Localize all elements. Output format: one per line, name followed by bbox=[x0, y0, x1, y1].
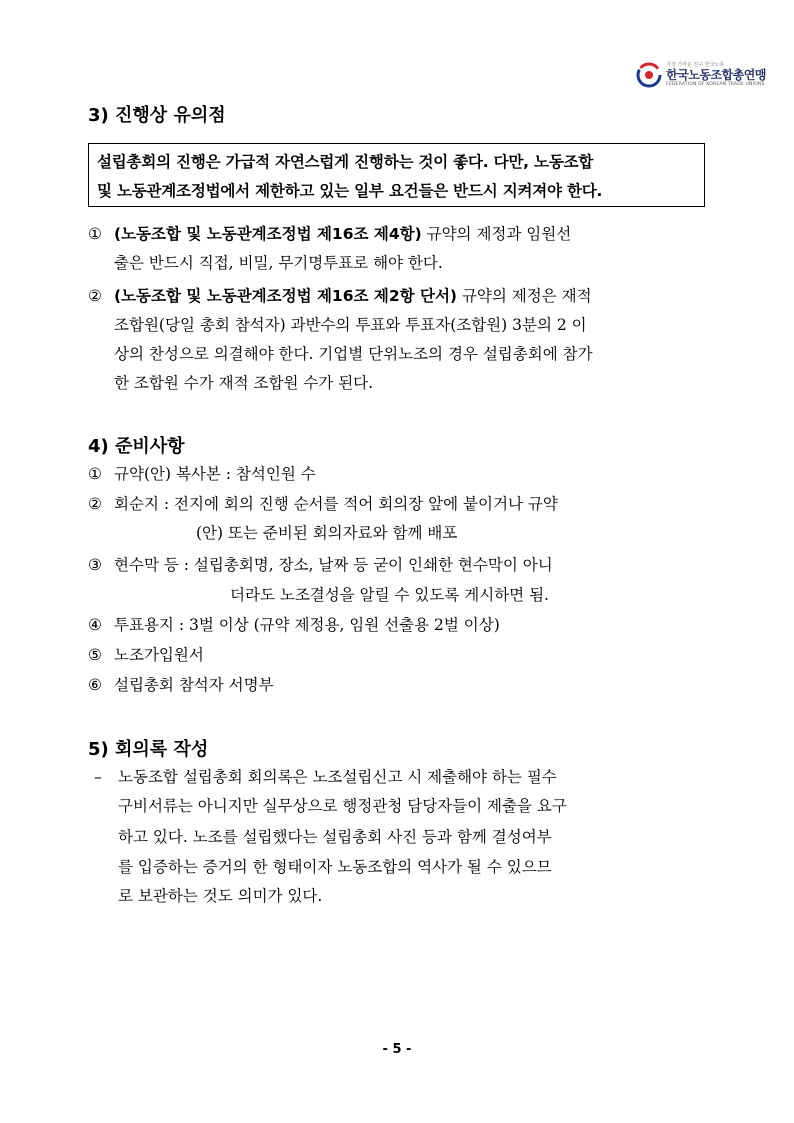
item-text: 노조가입원서 bbox=[114, 646, 204, 664]
item-number: ② bbox=[88, 287, 102, 305]
item-text: 설립총회 참석자 서명부 bbox=[114, 676, 274, 694]
list-item bbox=[88, 551, 553, 580]
item-text: 규약의 제정은 재적 bbox=[457, 287, 592, 305]
law-reference: (노동조합 및 노동관계조정법 제16조 제2항 단서) bbox=[114, 287, 458, 305]
logo-english-name: FEDERATION OF KOREAN TRADE UNIONS bbox=[666, 82, 765, 87]
item-text: 현수막 등 : 설립총회명, 장소, 날짜 등 굳이 인쇄한 현수막이 아니 bbox=[114, 556, 553, 574]
list-item bbox=[88, 671, 274, 700]
item-continuation: 한 조합원 수가 재적 조합원 수가 된다. bbox=[114, 374, 374, 392]
paragraph-line: 를 입증하는 증거의 한 형태이자 노동조합의 역사가 될 수 있으므 bbox=[118, 858, 552, 876]
notice-box bbox=[88, 143, 705, 207]
item-number: ③ bbox=[88, 556, 102, 574]
item-number: ⑤ bbox=[88, 646, 102, 664]
dash-bullet: – bbox=[94, 768, 102, 786]
list-item bbox=[88, 641, 204, 670]
paragraph-line: 노동조합 설립총회 회의록은 노조설립신고 시 제출해야 하는 필수 bbox=[118, 768, 557, 786]
item-text: 투표용지 : 3벌 이상 (규약 제정용, 임원 선출용 2벌 이상) bbox=[114, 616, 500, 634]
list-item bbox=[88, 220, 571, 249]
item-number: ⑥ bbox=[88, 676, 102, 694]
section-4-title: 4) 준비사항 bbox=[88, 436, 185, 457]
notice-line-2: 및 노동관계조정법에서 제한하고 있는 일부 요건들은 반드시 지켜져야 한다. bbox=[97, 182, 603, 200]
paragraph-line: 하고 있다. 노조를 설립했다는 설립총회 사진 등과 함께 결성여부 bbox=[118, 828, 552, 846]
logo-tagline: 가장 가까운 친구 한국노총 bbox=[666, 62, 725, 68]
item-number: ① bbox=[88, 225, 102, 243]
law-reference: (노동조합 및 노동관계조정법 제16조 제4항) bbox=[114, 225, 422, 243]
section-3-title: 3) 진행상 유의점 bbox=[88, 105, 226, 126]
section-5-title: 5) 회의록 작성 bbox=[88, 739, 209, 760]
list-item bbox=[88, 460, 316, 489]
item-continuation: 조합원(당일 총회 참석자) 과반수의 투표와 투표자(조합원) 3분의 2 이 bbox=[114, 316, 587, 334]
item-continuation: 더라도 노조결성을 알릴 수 있도록 게시하면 됨. bbox=[230, 586, 549, 604]
item-continuation: 상의 찬성으로 의결해야 한다. 기업별 단위노조의 경우 설립총회에 참가 bbox=[114, 345, 593, 363]
item-text: 규약(안) 복사본 : 참석인원 수 bbox=[114, 465, 316, 483]
list-item bbox=[88, 490, 558, 519]
paragraph-line: 구비서류는 아니지만 실무상으로 행정관청 담당자들이 제출을 요구 bbox=[118, 797, 567, 815]
logo-name: 한국노동조합총연맹 bbox=[666, 68, 766, 82]
list-item bbox=[88, 282, 592, 311]
fktu-logo-icon bbox=[636, 62, 662, 88]
item-continuation: (안) 또는 준비된 회의자료와 함께 배포 bbox=[196, 524, 458, 542]
item-text: 규약의 제정과 임원선 bbox=[421, 225, 572, 243]
item-number: ② bbox=[88, 495, 102, 513]
list-item bbox=[88, 611, 500, 640]
item-continuation: 출은 반드시 직접, 비밀, 무기명투표로 해야 한다. bbox=[114, 254, 443, 272]
notice-line-1: 설립총회의 진행은 가급적 자연스럽게 진행하는 것이 좋다. 다만, 노동조합 bbox=[97, 153, 594, 171]
item-text: 회순지 : 전지에 회의 진행 순서를 적어 회의장 앞에 붙이거나 규약 bbox=[114, 495, 558, 513]
fktu-logo bbox=[636, 62, 766, 88]
page-number: - 5 - bbox=[382, 1042, 412, 1057]
item-number: ① bbox=[88, 465, 102, 483]
item-number: ④ bbox=[88, 616, 102, 634]
paragraph-line: 로 보관하는 것도 의미가 있다. bbox=[118, 887, 323, 905]
